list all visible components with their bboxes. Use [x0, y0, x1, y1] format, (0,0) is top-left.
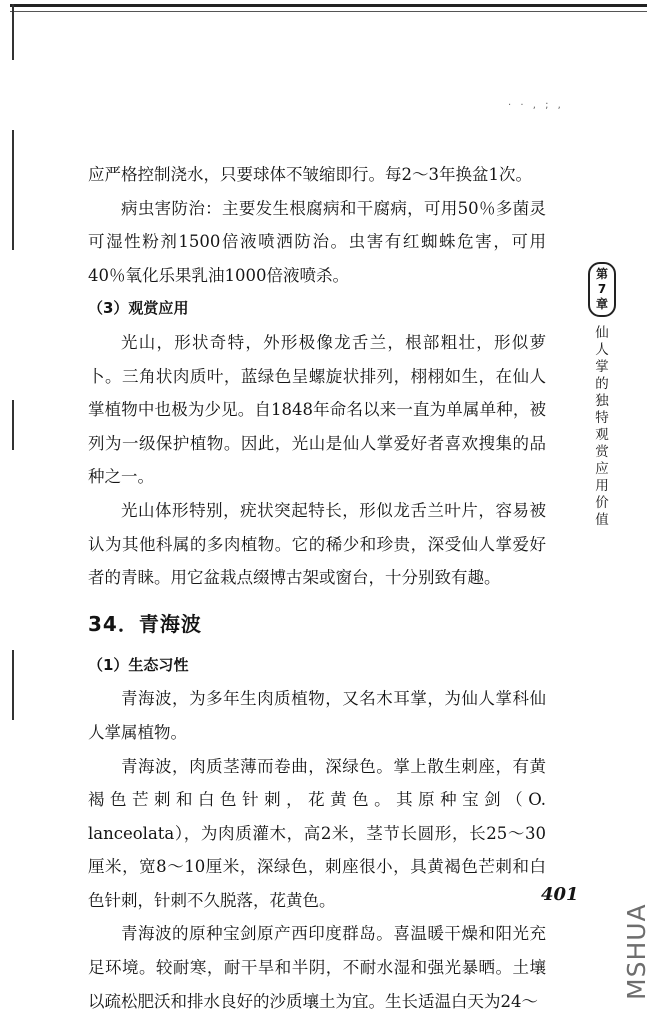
scan-margin-line — [12, 4, 14, 60]
paragraph-pest-control: 病虫害防治：主要发生根腐病和干腐病，可用50％多菌灵可湿性粉剂1500倍液喷洒防治。虫害有红蜘蛛危害，可用40％氧化乐果乳油1000倍液喷杀。 — [88, 198, 546, 285]
subheading-ornamental-use: （3）观赏应用 — [88, 299, 189, 318]
chapter-side-title: 仙人掌的独特观赏应用价值 — [595, 325, 609, 528]
chapter-badge-number: 7 — [597, 282, 607, 296]
chapter-badge-bottom: 章 — [595, 297, 608, 311]
scan-margin-line — [12, 650, 14, 720]
page-body — [88, 158, 546, 1018]
top-rule — [10, 4, 647, 7]
scan-speckle: · · , ; , — [508, 100, 564, 111]
subheading-ecology: （1）生态习性 — [88, 655, 189, 674]
paragraph-guangshan-appeal: 光山体形特别，疣状突起特长，形似龙舌兰叶片，容易被认为其他科属的多肉植物。它的稀少和珍贵，深受仙人掌爱好者的青睐。用它盆栽点缀博古架或窗台，十分别致有趣。 — [88, 500, 546, 588]
paragraph-qinghaibo-intro: 青海波，为多年生肉质植物，又名木耳掌，为仙人掌科仙人掌属植物。 — [88, 689, 546, 742]
paragraph-qinghaibo-morphology: 青海波，肉质茎薄而卷曲，深绿色。掌上散生刺座，有黄褐色芒刺和白色针刺，花黄色。其原种宝剑（O. lanceolata），为肉质灌木，高2米，茎节长圆形，长25～30厘米，宽8～10厘米，深绿色，刺座很小，具黄褐色芒刺和白色针刺，针刺不久脱落，花黄色。 — [88, 756, 546, 910]
watermark-text: MSHUA — [622, 903, 651, 1000]
scan-margin-line — [12, 400, 14, 450]
section-title: 34．青海波 — [88, 611, 202, 636]
page-number: 401 — [541, 884, 579, 905]
paragraph-watering: 应严格控制浇水，只要球体不皱缩即行。每2～3年换盆1次。 — [88, 165, 532, 184]
chapter-side-tab — [585, 262, 619, 529]
chapter-badge — [588, 262, 616, 317]
top-rule-thin — [10, 11, 647, 12]
paragraph-qinghaibo-habitat: 青海波的原种宝剑原产西印度群岛。喜温暖干燥和阳光充足环境。较耐寒，耐干旱和半阴，不耐水湿和强光暴晒。土壤以疏松肥沃和排水良好的沙质壤土为宜。生长适温白天为24～ — [88, 924, 546, 1011]
scan-margin-line — [12, 130, 14, 250]
chapter-badge-top: 第 — [595, 267, 608, 281]
paragraph-guangshan-description: 光山，形状奇特，外形极像龙舌兰，根部粗壮，形似萝卜。三角状肉质叶，蓝绿色呈螺旋状排列，栩栩如生，在仙人掌植物中也极为少见。自1848年命名以来一直为单属单种，被列为一级保护植物。因此，光山是仙人掌爱好者喜欢搜集的品种之一。 — [88, 332, 546, 487]
